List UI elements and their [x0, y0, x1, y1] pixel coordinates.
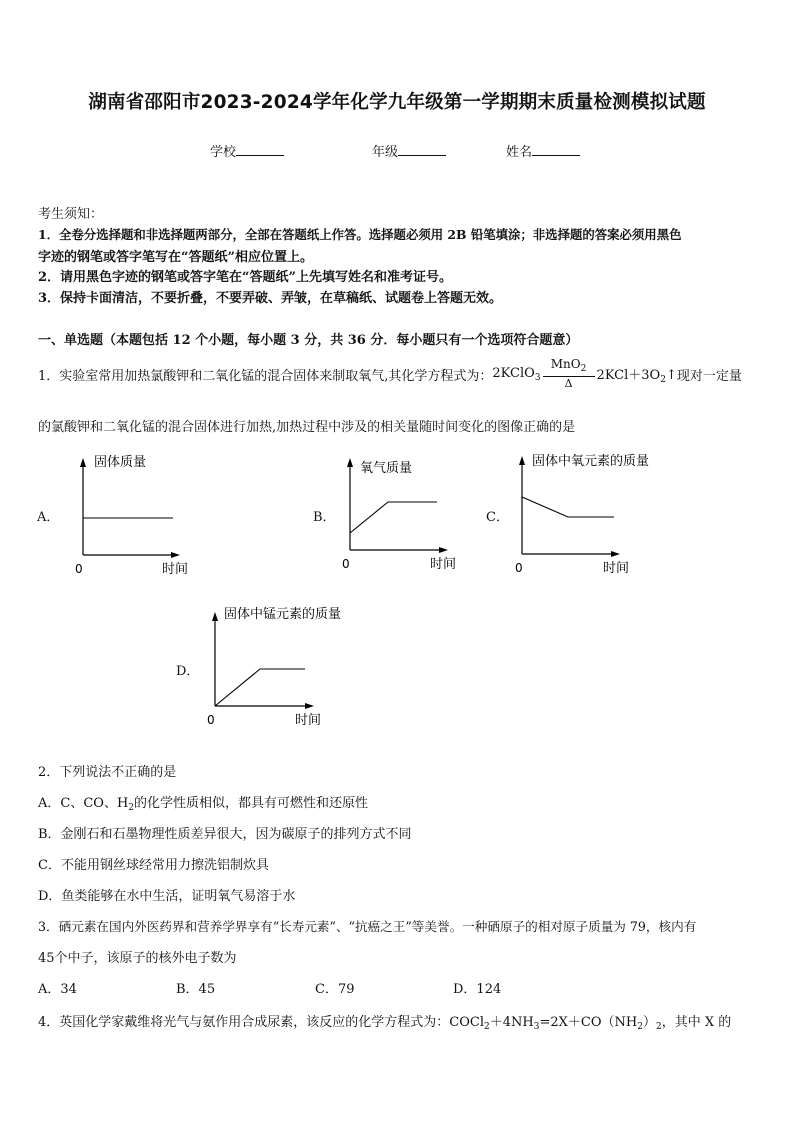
notice-item-1-line-1: 1．全卷分选择题和非选择题两部分，全部在答题纸上作答。选择题必须用 2B 铅笔填涂；非选择题的答案必须用黑色: [38, 227, 682, 242]
question-2-option-c[interactable]: C．不能用钢丝球经常用力擦洗铝制炊具: [38, 858, 269, 873]
graph-b: [336, 448, 466, 580]
question-3-option-d[interactable]: D．124: [453, 982, 502, 997]
graph-c: [508, 448, 688, 580]
option-d-label[interactable]: D．: [176, 664, 200, 679]
question-3-option-c[interactable]: C．79: [315, 982, 355, 997]
graph-b-xlabel: 时间: [430, 557, 457, 572]
q4-prefix: 4．英国化学家戴维将光气与氨作用合成尿素，该反应的化学方程式为：: [38, 1015, 450, 1030]
q1-equation-left: 2KClO$_3$: [492, 365, 541, 383]
question-1-line-2: 的氯酸钾和二氧化锰的混合固体进行加热,加热过程中涉及的相关量随时间变化的图像正确的是: [38, 420, 576, 435]
q1-heat-symbol: Δ: [564, 377, 573, 390]
graph-d-xlabel: 时间: [295, 713, 322, 728]
question-3-option-b[interactable]: B．45: [176, 982, 216, 997]
q1-prefix: 1．实验室常用加热氯酸钾和二氧化锰的混合固体来制取氧气,其化学方程式为：: [38, 368, 493, 384]
school-label: 学校: [210, 145, 237, 160]
notice-item-1-line-2: 字迹的钢笔或答字笔写在“答题纸”相应位置上。: [38, 250, 313, 265]
question-3-line-1: 3．硒元素在国内外医药界和营养学界享有“长寿元素”、“抗癌之王”等美誉。一种硒原子的相对原子质量为 79，核内有: [38, 919, 697, 934]
graph-c-curve: [522, 497, 614, 517]
graph-b-curve: [350, 502, 437, 533]
q4-equation: $COCl_2+4NH_3=2X+CO(NH_2)_2$: [449, 1015, 662, 1032]
school-blank[interactable]: [236, 143, 284, 156]
question-2-stem: 2．下列说法不正确的是: [38, 765, 177, 780]
graph-a: [68, 448, 198, 580]
option-c-label[interactable]: C．: [486, 510, 509, 525]
graph-b-ylabel: 氧气质量: [360, 461, 413, 476]
graph-c-xlabel: 时间: [603, 561, 630, 576]
graph-a-origin: 0: [75, 562, 83, 576]
section-heading: 一、单选题（本题包括 12 个小题，每小题 3 分，共 36 分．每小题只有一个选项符合题意）: [38, 333, 579, 348]
q1-equation-right: $2KCl+3O_2↑$: [596, 367, 677, 385]
graph-c-ylabel: 固体中氧元素的质量: [532, 454, 650, 469]
q4-suffix: ，其中 X 的: [661, 1015, 732, 1030]
notice-item-3: 3．保持卡面清洁，不要折叠，不要弄破、弄皱，在草稿纸、试题卷上答题无效。: [38, 291, 503, 306]
name-field: [506, 141, 580, 160]
option-b-label[interactable]: B．: [313, 510, 336, 525]
question-2-option-d[interactable]: D．鱼类能够在水中生活，证明氧气易溶于水: [38, 889, 296, 904]
graph-d: [200, 600, 380, 732]
question-3-option-a[interactable]: A．34: [38, 982, 77, 997]
name-label: 姓名: [506, 145, 533, 160]
graph-a-xlabel: 时间: [162, 562, 189, 577]
school-field: [210, 141, 284, 160]
name-blank[interactable]: [532, 143, 580, 156]
notice-item-2: 2．请用黑色字迹的钢笔或答字笔在“答题纸”上先填写姓名和准考证号。: [38, 270, 453, 285]
graph-d-ylabel: 固体中锰元素的质量: [224, 607, 342, 622]
q1-reaction-arrow: [543, 357, 595, 391]
question-2-option-a[interactable]: A．C、CO、$H_2$的化学性质相似，都具有可燃性和还原性: [38, 796, 369, 813]
option-a-label[interactable]: A．: [37, 510, 60, 525]
notice-heading: 考生须知：: [38, 207, 104, 222]
graph-d-origin: 0: [207, 713, 215, 727]
grade-label: 年级: [372, 145, 399, 160]
graph-a-ylabel: 固体质量: [94, 455, 147, 470]
question-4-line-1: [38, 1011, 731, 1032]
grade-blank[interactable]: [398, 143, 446, 156]
graph-c-origin: 0: [515, 561, 523, 575]
question-2-option-b[interactable]: B．金刚石和石墨物理性质差异很大，因为碳原子的排列方式不同: [38, 827, 412, 842]
question-3-line-2: 45个中子，该原子的核外电子数为: [38, 951, 237, 966]
graph-b-origin: 0: [342, 557, 350, 571]
grade-field: [372, 141, 446, 160]
q1-suffix: 现对一定量: [676, 368, 742, 384]
page-title: 湖南省邵阳市2023-2024学年化学九年级第一学期期末质量检测模拟试题: [88, 92, 706, 113]
graph-d-curve: [215, 669, 305, 706]
question-1-line-1: [38, 352, 742, 396]
q1-catalyst: MnO$_2$: [550, 357, 587, 374]
